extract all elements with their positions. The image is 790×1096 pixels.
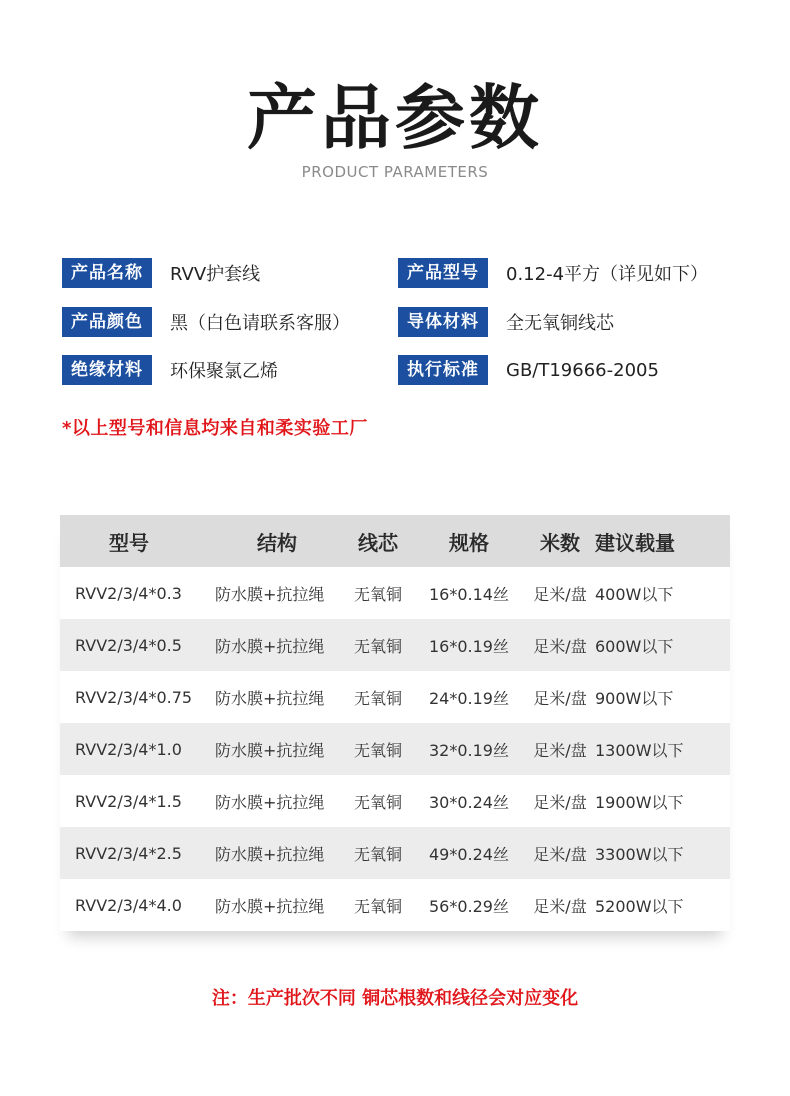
cell-core: 无氧铜 [353, 740, 402, 760]
cell-structure: 防水膜+抗拉绳 [215, 688, 325, 708]
cell-spec: 16*0.19丝 [429, 636, 509, 656]
cell-length: 足米/盘 [533, 636, 587, 656]
cell-structure: 防水膜+抗拉绳 [215, 636, 325, 656]
cell-spec: 30*0.24丝 [429, 792, 509, 812]
param-label: 绝缘材料 [62, 355, 152, 385]
cell-length: 足米/盘 [533, 896, 587, 916]
cell-core: 无氧铜 [353, 896, 402, 916]
table-header-row [60, 515, 730, 567]
param-product-color [62, 307, 350, 337]
header-model: 型号 [109, 530, 149, 555]
cell-spec: 16*0.14丝 [429, 584, 509, 604]
param-label: 产品名称 [62, 258, 152, 288]
cell-model: RVV2/3/4*0.3 [75, 583, 182, 603]
header-structure: 结构 [257, 530, 297, 555]
table-row [60, 567, 730, 619]
param-conductor-material [398, 307, 614, 337]
cell-load: 1900W以下 [595, 792, 684, 812]
cell-structure: 防水膜+抗拉绳 [215, 896, 325, 916]
param-product-name [62, 258, 260, 288]
cell-length: 足米/盘 [533, 844, 587, 864]
cell-core: 无氧铜 [353, 584, 402, 604]
cell-load: 600W以下 [595, 636, 674, 656]
cell-model: RVV2/3/4*0.75 [75, 687, 193, 707]
cell-model: RVV2/3/4*1.5 [75, 791, 182, 811]
param-value: 全无氧铜线芯 [506, 313, 614, 334]
cell-model: RVV2/3/4*4.0 [75, 895, 182, 915]
cell-core: 无氧铜 [353, 636, 402, 656]
cell-structure: 防水膜+抗拉绳 [215, 740, 325, 760]
param-value: 环保聚氯乙烯 [170, 361, 278, 382]
table-row [60, 723, 730, 775]
param-standard [398, 355, 659, 385]
cell-model: RVV2/3/4*0.5 [75, 635, 182, 655]
param-value: GB/T19666-2005 [506, 359, 659, 381]
cell-structure: 防水膜+抗拉绳 [215, 792, 325, 812]
cell-spec: 32*0.19丝 [429, 740, 509, 760]
cell-load: 400W以下 [595, 584, 674, 604]
param-label: 导体材料 [398, 307, 488, 337]
param-value: RVV护套线 [170, 264, 261, 285]
param-label: 执行标准 [398, 355, 488, 385]
table-row [60, 827, 730, 879]
cell-core: 无氧铜 [353, 844, 402, 864]
cell-load: 3300W以下 [595, 844, 684, 864]
param-product-model [398, 258, 708, 288]
param-label: 产品颜色 [62, 307, 152, 337]
param-label: 产品型号 [398, 258, 488, 288]
cell-load: 900W以下 [595, 688, 674, 708]
cell-spec: 24*0.19丝 [429, 688, 509, 708]
cell-length: 足米/盘 [533, 584, 587, 604]
batch-note: 注：生产批次不同 铜芯根数和线径会对应变化 [211, 988, 579, 1009]
cell-length: 足米/盘 [533, 792, 587, 812]
param-value: 0.12-4平方（详见如下） [506, 264, 709, 285]
cell-spec: 56*0.29丝 [429, 896, 509, 916]
table-row [60, 619, 730, 671]
table-row [60, 671, 730, 723]
cell-length: 足米/盘 [533, 688, 587, 708]
cell-core: 无氧铜 [353, 688, 402, 708]
cell-length: 足米/盘 [533, 740, 587, 760]
source-note: *以上型号和信息均来自和柔实验工厂 [62, 418, 368, 439]
cell-model: RVV2/3/4*1.0 [75, 739, 182, 759]
header-load: 建议载量 [595, 530, 675, 555]
cell-structure: 防水膜+抗拉绳 [215, 584, 325, 604]
spec-table [60, 515, 730, 931]
cell-load: 1300W以下 [595, 740, 684, 760]
cell-model: RVV2/3/4*2.5 [75, 843, 182, 863]
cell-structure: 防水膜+抗拉绳 [215, 844, 325, 864]
page-title: 产品参数 [247, 77, 543, 159]
header-spec: 规格 [449, 530, 489, 555]
table-row [60, 879, 730, 931]
header-length: 米数 [540, 530, 580, 555]
cell-core: 无氧铜 [353, 792, 402, 812]
param-value: 黑（白色请联系客服） [170, 313, 350, 334]
page-subtitle: PRODUCT PARAMETERS [301, 163, 489, 181]
header-core: 线芯 [358, 530, 398, 555]
cell-load: 5200W以下 [595, 896, 684, 916]
param-insulation-material [62, 355, 278, 385]
cell-spec: 49*0.24丝 [429, 844, 509, 864]
table-row [60, 775, 730, 827]
